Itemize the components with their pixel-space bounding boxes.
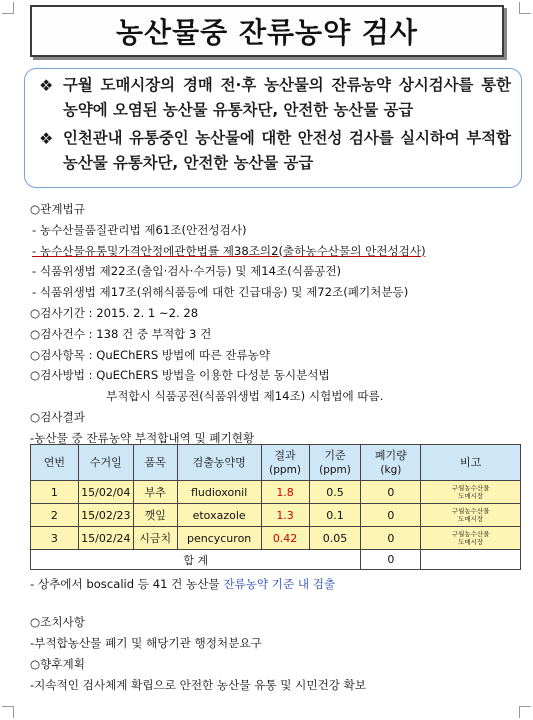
cell-result: 1.3 <box>261 504 309 527</box>
table-total-row <box>31 550 521 570</box>
cell-no: 2 <box>31 504 79 527</box>
cell-date: 15/02/23 <box>78 504 133 527</box>
header-standard <box>309 445 361 481</box>
results-table <box>30 444 521 570</box>
cell-remarks <box>421 481 521 504</box>
header-no: 연번 <box>31 445 79 481</box>
cell-pesticide: etoxazole <box>177 504 261 527</box>
header-standard-label: 기준 <box>324 448 346 462</box>
summary-bullet <box>39 126 511 176</box>
cell-result: 1.8 <box>261 481 309 504</box>
law-item <box>30 241 520 262</box>
law-item: - 식품위생법 제22조(출입·검사·수거등) 및 제14조(식품공전) <box>32 264 342 279</box>
result-heading: ○검사결과 <box>30 409 85 424</box>
cell-disposal: 0 <box>361 504 421 527</box>
inspection-count: ○검사건수 : 138 건 중 부적합 3 건 <box>30 326 212 341</box>
diamond-bullet-icon: ❖ <box>39 76 54 95</box>
cell-item: 깻잎 <box>133 504 177 527</box>
page-corner-mark <box>519 2 531 14</box>
title-box <box>30 5 504 57</box>
details-section <box>30 199 520 449</box>
table-header-row <box>31 445 521 481</box>
cell-standard: 0.1 <box>309 504 361 527</box>
header-pesticide: 검출농약명 <box>177 445 261 481</box>
law-heading: ○관계법규 <box>30 202 85 216</box>
cell-disposal: 0 <box>361 481 421 504</box>
header-item: 품목 <box>133 445 177 481</box>
cell-date: 15/02/04 <box>78 481 133 504</box>
cell-pesticide: fludioxonil <box>177 481 261 504</box>
page-corner-mark <box>2 2 14 14</box>
cell-date: 15/02/24 <box>78 527 133 550</box>
plans-text: -지속적인 검사체계 확립으로 안전한 농산물 유통 및 시민건강 확보 <box>30 678 367 692</box>
cell-item: 부추 <box>133 481 177 504</box>
summary-bullet <box>39 73 511 123</box>
remarks-line: 구월농수산물 <box>451 484 490 492</box>
total-remarks <box>421 550 521 570</box>
page-corner-mark <box>519 706 531 718</box>
diamond-bullet-icon: ❖ <box>39 129 54 148</box>
note-highlight: 잔류농약 기준 내 검출 <box>223 577 336 591</box>
remarks-line: 도매시장 <box>458 538 484 546</box>
inspection-method-cont: 부적합시 식품공전(식품위생법 제14조) 시험법에 따름. <box>106 389 384 404</box>
inspection-method: ○검사방법 : QuEChERS 방법을 이용한 다성분 동시분석법 <box>30 368 330 383</box>
cell-disposal: 0 <box>361 527 421 550</box>
cell-remarks <box>421 504 521 527</box>
cell-result: 0.42 <box>261 527 309 550</box>
law-item-text: - 농수산물유통및가격안정에관한법률 제38조의2(출하농수산물의 안전성검사) <box>32 243 426 258</box>
cell-standard: 0.05 <box>309 527 361 550</box>
inspection-period: ○검사기간 : 2015. 2. 1 ~2. 28 <box>30 305 199 320</box>
actions-text: -부적합농산물 폐기 및 해당기관 행정처분요구 <box>30 636 262 650</box>
cell-no: 1 <box>31 481 79 504</box>
plans-heading: ○향후계획 <box>30 657 85 671</box>
cell-pesticide: pencycuron <box>177 527 261 550</box>
results-table-wrapper <box>30 444 521 570</box>
remarks-line: 구월농수산물 <box>451 530 490 538</box>
law-item: - 식품위생법 제17조(위해식품등에 대한 긴급대응) 및 제72조(폐기처분등) <box>32 285 409 300</box>
table-row <box>31 504 521 527</box>
followup-section <box>30 612 520 696</box>
cell-item: 시금치 <box>133 527 177 550</box>
remarks-line: 도매시장 <box>458 515 484 523</box>
header-standard-unit: (ppm) <box>319 463 351 476</box>
summary-box <box>24 68 522 188</box>
summary-text: 구월 도매시장의 경매 전·후 농산물의 잔류농약 상시검사를 통한 농약에 오염된 농산물 유통차단, 안전한 농산물 공급 <box>63 76 511 119</box>
header-disposal <box>361 445 421 481</box>
note-line <box>30 576 335 592</box>
summary-text: 인천관내 유통중인 농산물에 대한 안전성 검사를 실시하여 부적합 농산물 유통차단, 안전한 농산물 공급 <box>63 129 511 172</box>
cell-no: 3 <box>31 527 79 550</box>
header-disposal-label: 폐기량 <box>374 448 407 462</box>
remarks-line: 도매시장 <box>458 492 484 500</box>
header-remarks: 비고 <box>421 445 521 481</box>
header-result-label: 결과 <box>274 448 296 462</box>
page-corner-mark <box>2 706 14 718</box>
result-subheading: -농산물 중 잔류농약 부적합내역 및 폐기현황 <box>30 430 255 445</box>
table-row <box>31 481 521 504</box>
page-title: 농산물중 잔류농약 검사 <box>116 16 418 49</box>
law-item: - 농수산물품질관리법 제61조(안전성검사) <box>32 222 247 237</box>
remarks-line: 구월농수산물 <box>451 507 490 515</box>
inspection-item: ○검사항목 : QuEChERS 방법에 따른 잔류농약 <box>30 347 271 362</box>
cell-standard: 0.5 <box>309 481 361 504</box>
header-disposal-unit: (kg) <box>380 463 402 476</box>
cell-remarks <box>421 527 521 550</box>
total-value: 0 <box>361 550 421 570</box>
table-row <box>31 527 521 550</box>
header-date: 수거일 <box>78 445 133 481</box>
header-result-unit: (ppm) <box>269 463 301 476</box>
header-result <box>261 445 309 481</box>
actions-heading: ○조치사항 <box>30 615 85 629</box>
note-prefix: - 상추에서 boscalid 등 41 건 농산물 <box>30 577 224 591</box>
total-label: 합 계 <box>31 550 361 570</box>
